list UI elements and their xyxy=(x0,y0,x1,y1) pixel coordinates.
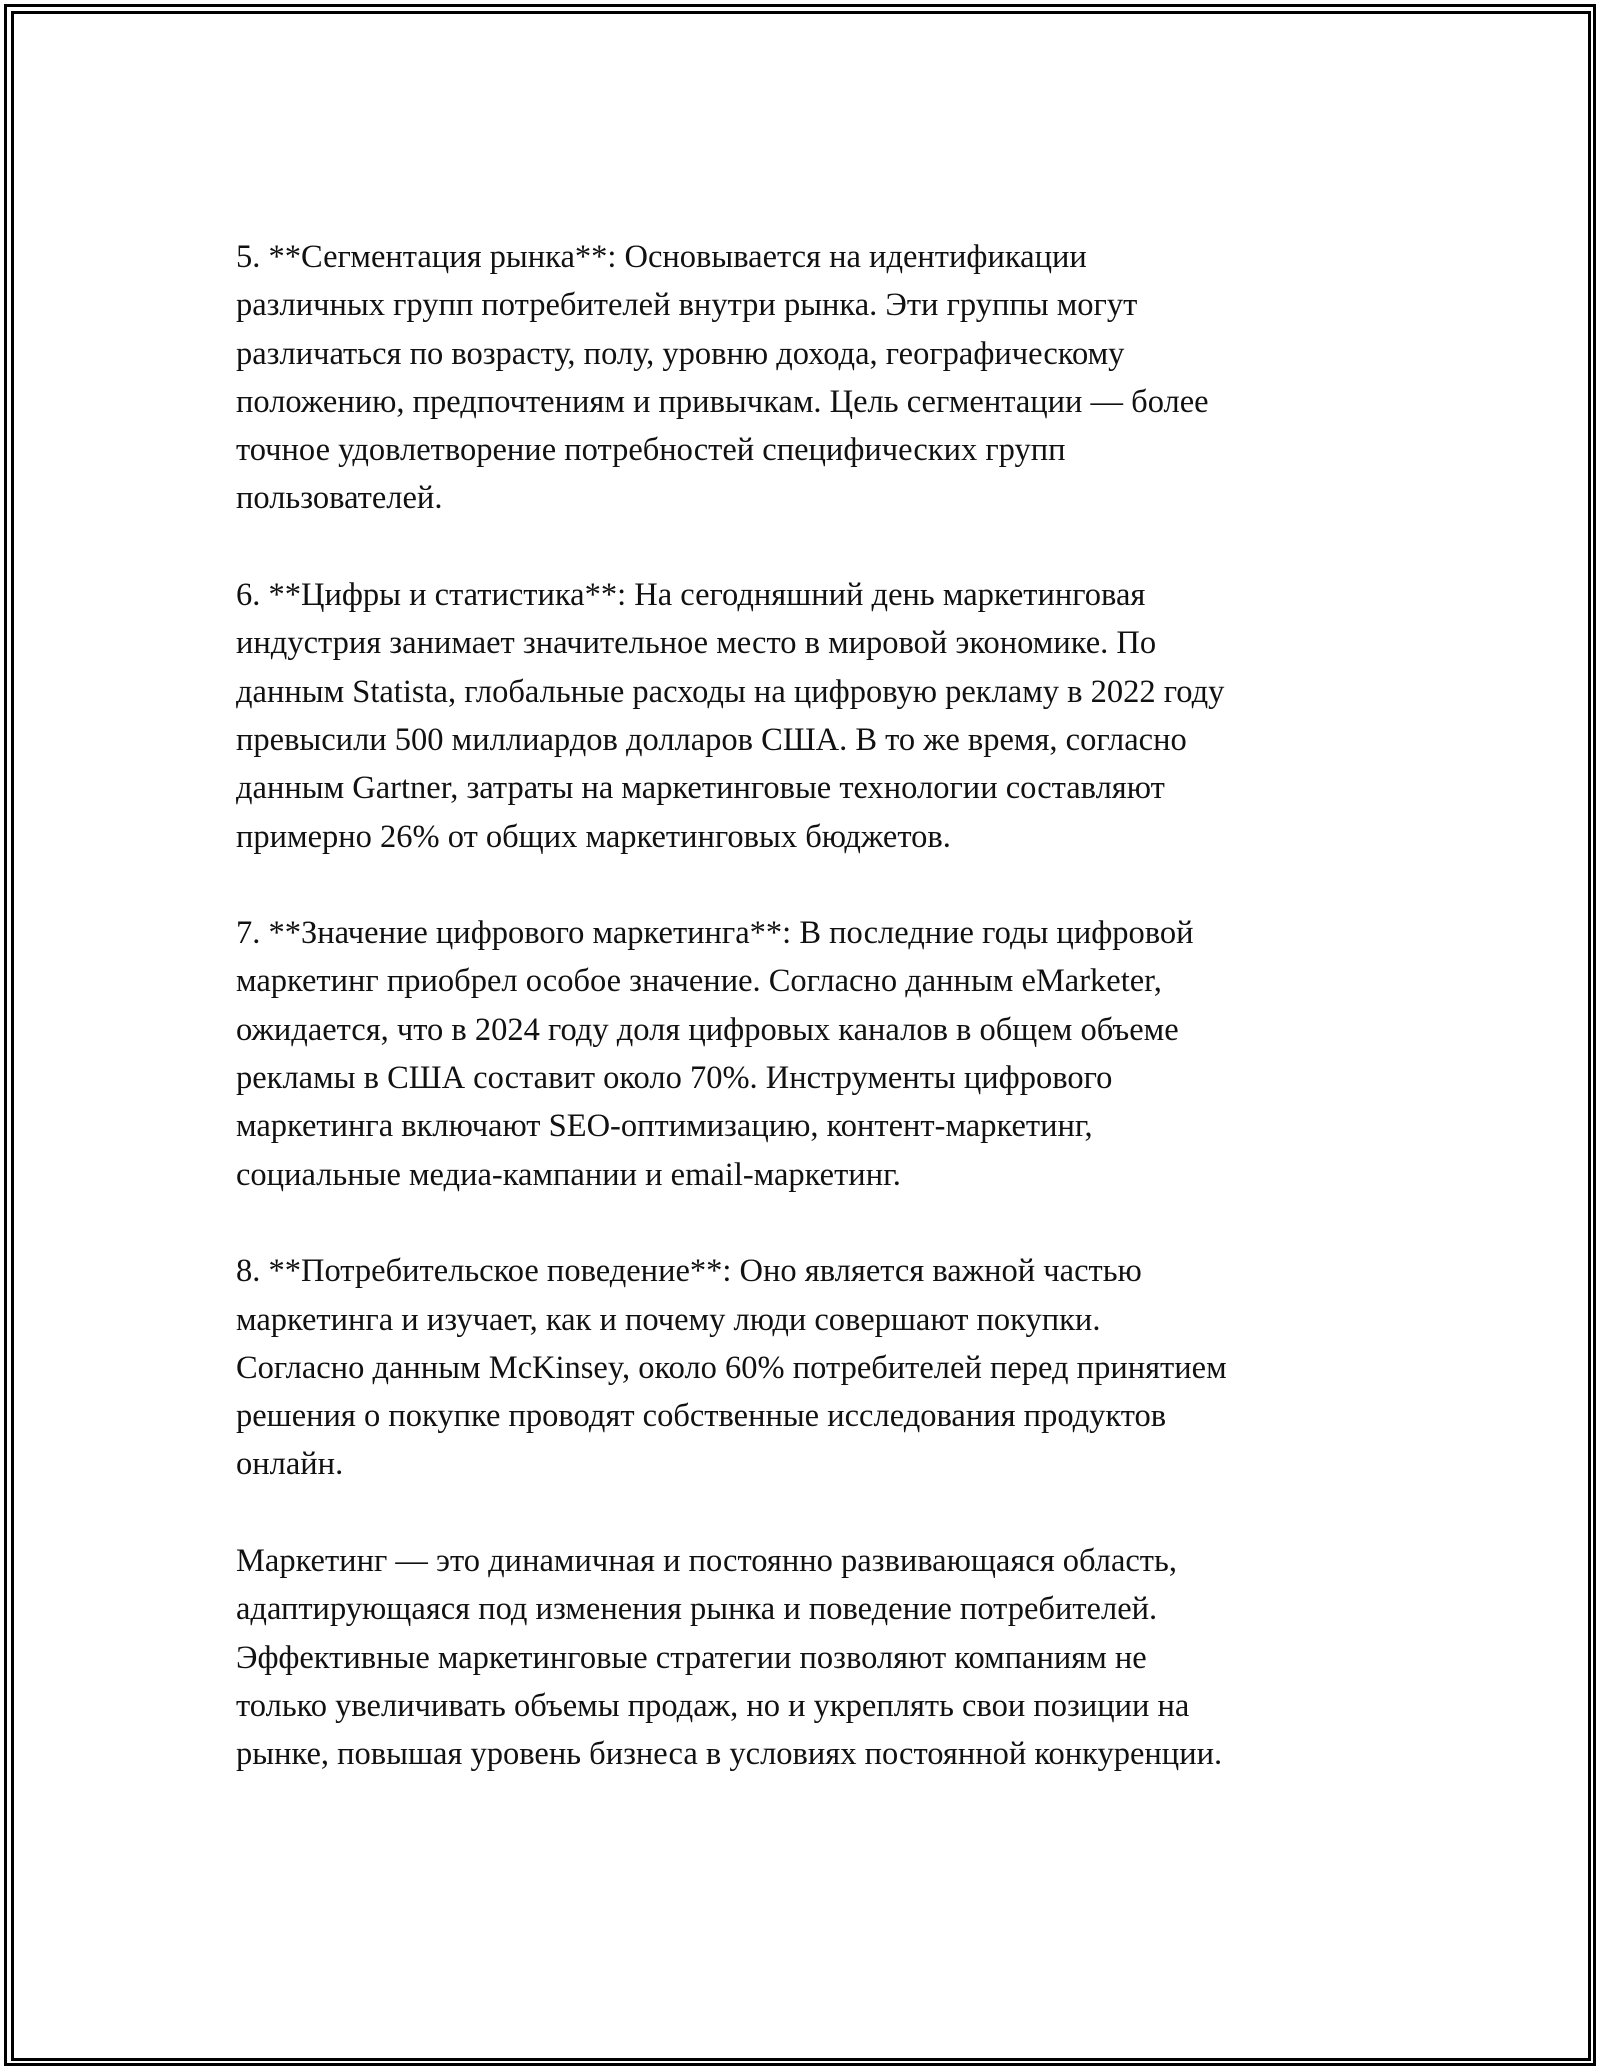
paragraph-conclusion xyxy=(236,1537,1376,1778)
text-line: данным Statista, глобальные расходы на цифровую рекламу в 2022 году xyxy=(236,673,1225,710)
text-line: ожидается, что в 2024 году доля цифровых каналов в общем объеме xyxy=(236,1011,1179,1048)
text-line: онлайн. xyxy=(236,1446,344,1483)
text-line: 6. **Цифры и статистика**: На сегодняшний день маркетинговая xyxy=(236,577,1146,614)
text-line: маркетинга и изучает, как и почему люди совершают покупки. xyxy=(236,1301,1101,1338)
text-line: 5. **Сегментация рынка**: Основывается на идентификации xyxy=(236,239,1087,275)
text-line: превысили 500 миллиардов долларов США. В то же время, согласно xyxy=(236,721,1187,758)
document-body xyxy=(236,233,1376,1827)
text-line: различаться по возрасту, полу, уровню дохода, географическому xyxy=(236,335,1125,372)
text-line: Эффективные маркетинговые стратегии позволяют компаниям не xyxy=(236,1639,1147,1676)
text-line: индустрия занимает значительное место в мировой экономике. По xyxy=(236,625,1157,662)
text-line: положению, предпочтениям и привычкам. Цель сегментации — более xyxy=(236,383,1209,420)
text-line: данным Gartner, затраты на маркетинговые технологии составляют xyxy=(236,770,1165,807)
text-line: адаптирующаяся под изменения рынка и поведение потребителей. xyxy=(236,1591,1158,1628)
paragraph-consumer-behavior xyxy=(236,1247,1376,1488)
paragraph-figures-and-statistics xyxy=(236,571,1376,861)
paragraph-market-segmentation xyxy=(236,233,1376,523)
paragraph-digital-marketing xyxy=(236,909,1376,1199)
text-line: различных групп потребителей внутри рынка. Эти группы могут xyxy=(236,287,1138,324)
text-line: 7. **Значение цифрового маркетинга**: В последние годы цифровой xyxy=(236,915,1194,952)
text-line: Согласно данным McKinsey, около 60% потребителей перед принятием xyxy=(236,1349,1227,1386)
text-line: примерно 26% от общих маркетинговых бюджетов. xyxy=(236,818,951,855)
text-line: социальные медиа-кампании и email-маркетинг. xyxy=(236,1156,901,1193)
text-line: Маркетинг — это динамичная и постоянно развивающаяся область, xyxy=(236,1543,1177,1580)
text-line: рекламы в США составит около 70%. Инструменты цифрового xyxy=(236,1060,1113,1097)
text-line: рынке, повышая уровень бизнеса в условиях постоянной конкуренции. xyxy=(236,1736,1223,1773)
text-line: решения о покупке проводят собственные исследования продуктов xyxy=(236,1398,1167,1435)
text-line: 8. **Потребительское поведение**: Оно является важной частью xyxy=(236,1253,1142,1290)
text-line: точное удовлетворение потребностей специфических групп xyxy=(236,432,1066,469)
text-line: маркетинг приобрел особое значение. Согласно данным eMarketer, xyxy=(236,963,1162,1000)
text-line: маркетинга включают SEO-оптимизацию, контент-маркетинг, xyxy=(236,1108,1093,1145)
text-line: пользователей. xyxy=(236,480,443,517)
text-line: только увеличивать объемы продаж, но и укреплять свои позиции на xyxy=(236,1687,1190,1724)
